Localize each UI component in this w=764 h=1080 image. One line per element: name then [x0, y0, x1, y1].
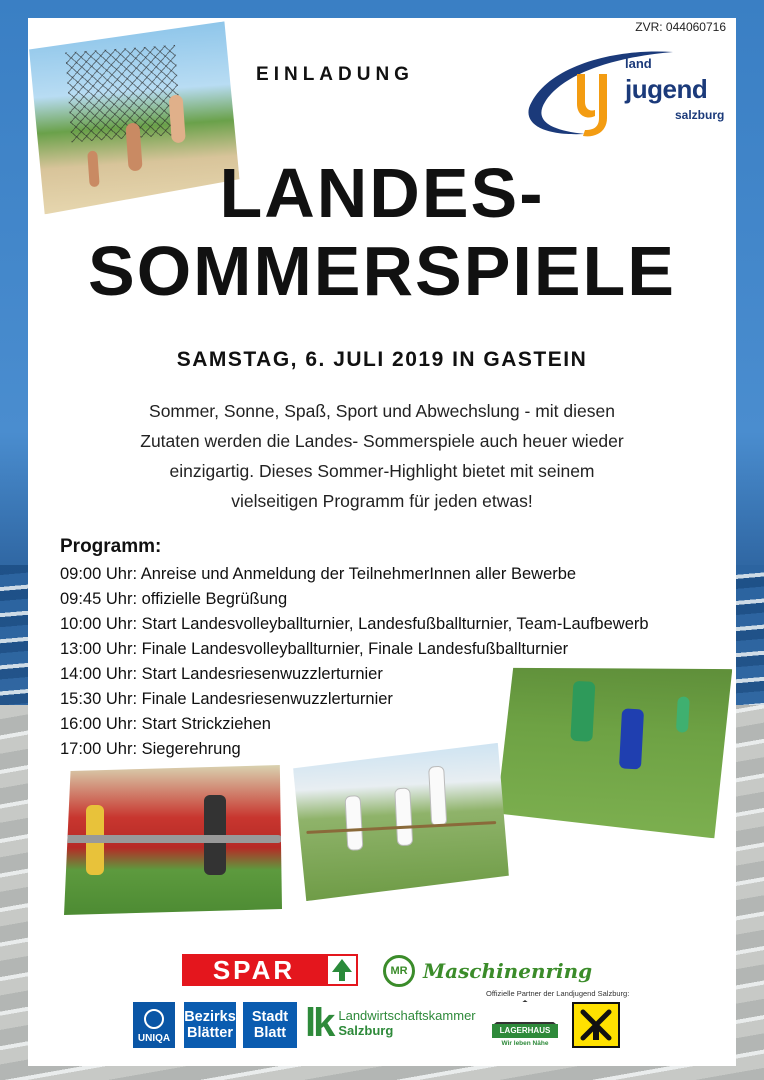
- intro-line: vielseitigen Programm für jeden etwas!: [231, 491, 533, 511]
- photo-soccer: [496, 657, 733, 839]
- logo-text-jugend: jugend: [625, 74, 708, 104]
- program-item: 13:00 Uhr: Finale Landesvolleyballturnier, Finale Landesfußballturnier: [60, 640, 569, 658]
- raiffeisen-gable-cross-icon: [579, 1008, 613, 1042]
- player-figure: [428, 766, 447, 827]
- lagerhaus-slogan: Wir leben Nähe: [501, 1040, 549, 1047]
- lagerhaus-roof-icon: [494, 1000, 556, 1024]
- maschinenring-logo: [383, 955, 592, 987]
- player-figure: [394, 787, 413, 846]
- player-figure: [570, 681, 595, 742]
- partner-note: Offizielle Partner der Landjugend Salzburg:: [486, 989, 630, 998]
- bezirksblaetter-line: Blätter: [187, 1025, 233, 1041]
- stadtblatt-line: Stadt: [251, 1009, 289, 1025]
- spar-tree-icon: [326, 954, 358, 986]
- lk-line: Salzburg: [338, 1023, 394, 1038]
- program-item: 10:00 Uhr: Start Landesvolleyballturnier, Landesfußballturnier, Team-Laufbewerb: [60, 615, 649, 633]
- program-item: 09:00 Uhr: Anreise und Anmeldung der TeilnehmerInnen aller Bewerbe: [60, 565, 577, 583]
- player-figure: [345, 795, 364, 851]
- bezirksblaetter-logo: [184, 1002, 236, 1048]
- lk-mark: lk: [305, 1001, 333, 1045]
- program-item: 17:00 Uhr: Siegerehrung: [60, 740, 241, 758]
- program-item: 14:00 Uhr: Start Landesriesenwuzzlerturnier: [60, 665, 383, 683]
- intro-line: Zutaten werden die Landes- Sommerspiele auch heuer wieder: [140, 431, 624, 451]
- player-figure: [676, 696, 690, 733]
- lk-line: Landwirtschaftskammer: [338, 1008, 476, 1023]
- stadtblatt-line: Blatt: [253, 1025, 287, 1041]
- invitation-kicker: EINLADUNG: [256, 64, 414, 85]
- raiffeisen-logo: [572, 1002, 620, 1048]
- program-title: Programm:: [60, 536, 162, 557]
- foosball-bar: [64, 835, 282, 843]
- landwirtschaftskammer-logo: [305, 1003, 476, 1043]
- photo-giant-table-football: [64, 765, 282, 915]
- spar-wordmark: SPAR: [182, 954, 326, 986]
- landjugend-logo: [525, 46, 725, 138]
- program-item: 09:45 Uhr: offizielle Begrüßung: [60, 590, 288, 608]
- intro-line: Sommer, Sonne, Spaß, Sport und Abwechslung - mit diesen: [149, 401, 615, 421]
- uniqa-ring-icon: [144, 1009, 164, 1029]
- player-figure: [619, 708, 644, 769]
- title-line-2: SOMMERSPIELE: [88, 232, 676, 310]
- lagerhaus-logo: [490, 1000, 560, 1052]
- photo-tug-of-war: [292, 743, 509, 902]
- lagerhaus-wordmark: LAGERHAUS: [492, 1024, 558, 1038]
- spar-logo: [182, 954, 358, 986]
- player-figure: [169, 94, 186, 143]
- uniqa-wordmark: UNIQA: [137, 1033, 171, 1044]
- program-item: 15:30 Uhr: Finale Landesriesenwuzzlerturnier: [60, 690, 393, 708]
- event-date: SAMSTAG, 6. JULI 2019 IN GASTEIN: [176, 348, 588, 371]
- maschinenring-badge-icon: MR: [383, 955, 415, 987]
- intro-text: [90, 396, 674, 516]
- uniqa-logo: [133, 1002, 175, 1048]
- intro-line: einzigartig. Dieses Sommer-Highlight bietet mit seinem: [169, 461, 595, 481]
- logo-text-land: land: [625, 56, 652, 71]
- maschinenring-wordmark: Maschinenring: [423, 959, 593, 983]
- bezirksblaetter-line: Bezirks: [184, 1009, 236, 1025]
- registry-number: ZVR: 044060716: [635, 20, 726, 34]
- program-item: 16:00 Uhr: Start Strickziehen: [60, 715, 271, 733]
- volleyball-net: [65, 45, 181, 142]
- stadtblatt-logo: [243, 1002, 297, 1048]
- logo-text-salzburg: salzburg: [675, 108, 725, 122]
- title-line-1: LANDES-: [219, 154, 545, 232]
